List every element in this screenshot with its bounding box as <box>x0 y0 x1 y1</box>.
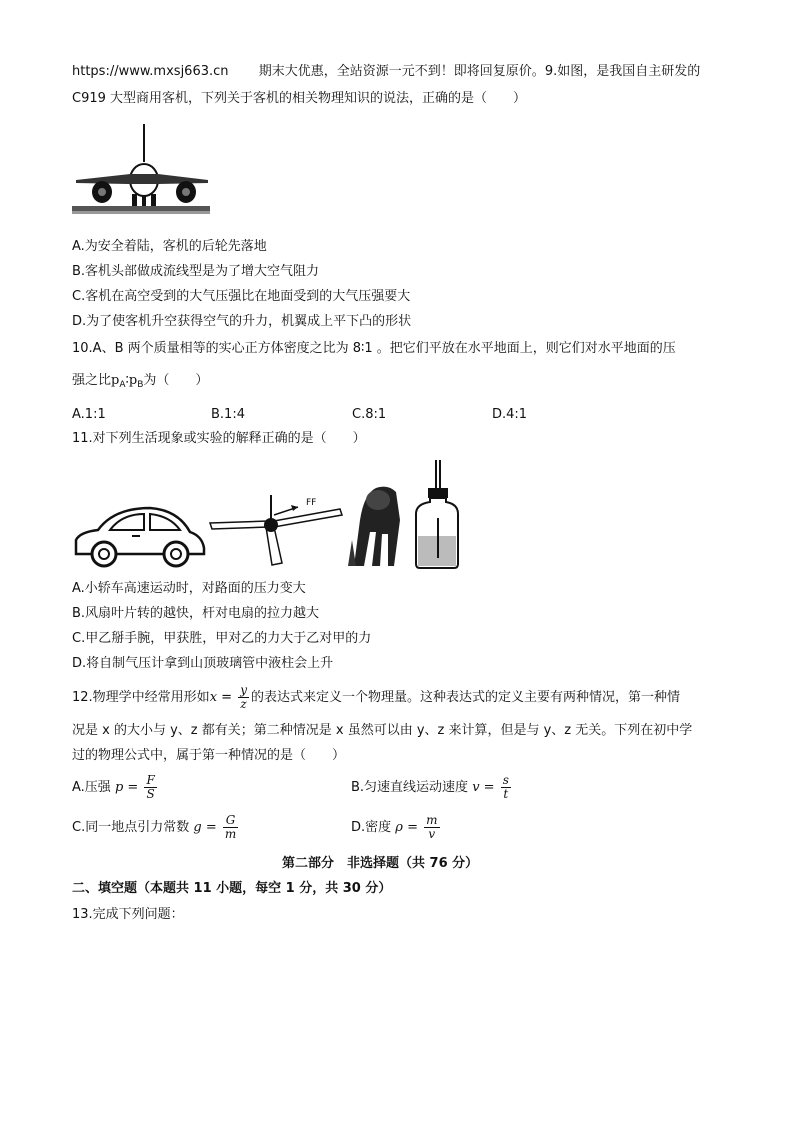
q10-option-d: D.4:1 <box>492 407 528 422</box>
q11-option-d: D.将自制气压计拿到山顶玻璃管中液柱会上升 <box>72 656 334 671</box>
equals-sign: = <box>217 690 237 705</box>
q12-option-a-denominator: S <box>146 787 155 801</box>
q12-option-a-numerator: F <box>146 773 155 787</box>
ratio-separator: ∶ <box>125 373 129 388</box>
q10-stem-line2 <box>72 372 208 394</box>
subscript-a: A <box>119 380 126 390</box>
header-line <box>72 63 700 81</box>
q12-option-d <box>351 812 442 844</box>
q12-option-c-denominator: m <box>224 827 237 841</box>
fan-force-label: FF <box>306 498 317 508</box>
section-heading: 二、填空题（本题共 11 小题，每空 1 分，共 30 分） <box>72 881 392 896</box>
part2-title: 第二部分 非选择题（共 76 分） <box>282 856 479 871</box>
q12-option-c-lhs: g = <box>193 820 221 835</box>
pressure-symbol-b: p <box>128 373 138 388</box>
q10-option-c: C.8:1 <box>352 407 387 422</box>
q12-option-a-fraction <box>144 774 156 801</box>
q11-stem: 11.对下列生活现象或实验的解释正确的是（ ） <box>72 431 366 446</box>
var-x: x <box>209 690 218 705</box>
q12-option-d-lhs: ρ = <box>395 820 423 835</box>
promo-text: 期末大优惠，全站资源一元不到！即将回复原价。 <box>258 64 545 79</box>
subscript-b: B <box>137 380 144 390</box>
q12-option-b-lhs: v = <box>472 780 499 795</box>
q12-option-a-label: A.压强 <box>72 780 111 795</box>
q11-option-c: C.甲乙掰手腕，甲获胜，甲对乙的力大于乙对甲的力 <box>72 631 372 646</box>
q12-option-a <box>72 772 159 804</box>
q12-text-post: 的表达式来定义一个物理量。这种表达式的定义主要有两种情况，第一种情 <box>250 690 680 705</box>
q12-option-b-denominator: t <box>503 787 509 801</box>
q9-option-b: B.客机头部做成流线型是为了增大空气阻力 <box>72 264 320 279</box>
denominator-z: z <box>240 697 247 711</box>
q12-option-d-fraction <box>424 814 439 841</box>
q12-option-b <box>351 772 513 804</box>
q12-option-c-numerator: G <box>223 814 238 828</box>
q9-option-c: C.客机在高空受到的大气压强比在地面受到的大气压强要大 <box>72 289 411 304</box>
q9-option-a: A.为安全着陆，客机的后轮先落地 <box>72 239 267 254</box>
q12-option-b-label: B.匀速直线运动速度 <box>351 780 469 795</box>
q12-option-c <box>72 812 240 844</box>
q12-stem-line3: 过的物理公式中，属于第一种情况的是（ ） <box>72 748 346 763</box>
q12-option-b-fraction <box>501 774 511 801</box>
airplane-image <box>72 122 210 219</box>
arm-wrestling-image <box>346 480 404 568</box>
q12-stem-line2: 况是 x 的大小与 y、z 都有关；第二种情况是 x 虽然可以由 y、z 来计算，但是与 y、z 无关。下列在初中学 <box>72 723 693 738</box>
barometer-bottle-image <box>412 458 462 570</box>
q12-option-d-numerator: m <box>426 813 438 827</box>
q10-option-b: B.1:4 <box>211 407 245 422</box>
q12-text-pre: 12.物理学中经常用形如 <box>72 690 210 705</box>
ceiling-fan-image <box>208 493 343 567</box>
q9-stem: C919 大型商用客机，下列关于客机的相关物理知识的说法，正确的是（ ） <box>72 91 527 106</box>
q9-stem-start: 9.如图，是我国自主研发的 <box>544 64 701 79</box>
q12-option-c-label: C.同一地点引力常数 <box>72 820 190 835</box>
q11-option-b: B.风扇叶片转的越快，杆对电扇的拉力越大 <box>72 606 320 621</box>
q12-option-b-numerator: s <box>502 773 509 787</box>
q12-option-d-label: D.密度 <box>351 820 392 835</box>
fraction-y-over-z <box>238 684 249 711</box>
q9-option-d: D.为了使客机升空获得空气的升力，机翼成上平下凸的形状 <box>72 314 412 329</box>
q12-option-d-denominator: v <box>428 827 436 841</box>
q11-option-a: A.小轿车高速运动时，对路面的压力变大 <box>72 581 306 596</box>
q13-stem: 13.完成下列问题： <box>72 907 184 922</box>
numerator-y: y <box>240 683 247 697</box>
q12-option-c-fraction <box>223 814 238 841</box>
q10-text-pre: 强之比 <box>72 373 112 388</box>
pressure-symbol-a: p <box>111 373 120 388</box>
q10-stem-line1: 10.A、B 两个质量相等的实心正方体密度之比为 8∶1 。把它们平放在水平地面上，则它们对水平地面的压 <box>72 341 676 356</box>
q10-text-post: 为（ ） <box>143 373 209 388</box>
q12-stem-line1 <box>72 683 680 713</box>
q10-option-a: A.1:1 <box>72 407 106 422</box>
car-image <box>70 500 208 570</box>
q12-option-a-lhs: p = <box>114 780 143 795</box>
source-url[interactable]: https://www.mxsj663.cn <box>72 64 229 79</box>
